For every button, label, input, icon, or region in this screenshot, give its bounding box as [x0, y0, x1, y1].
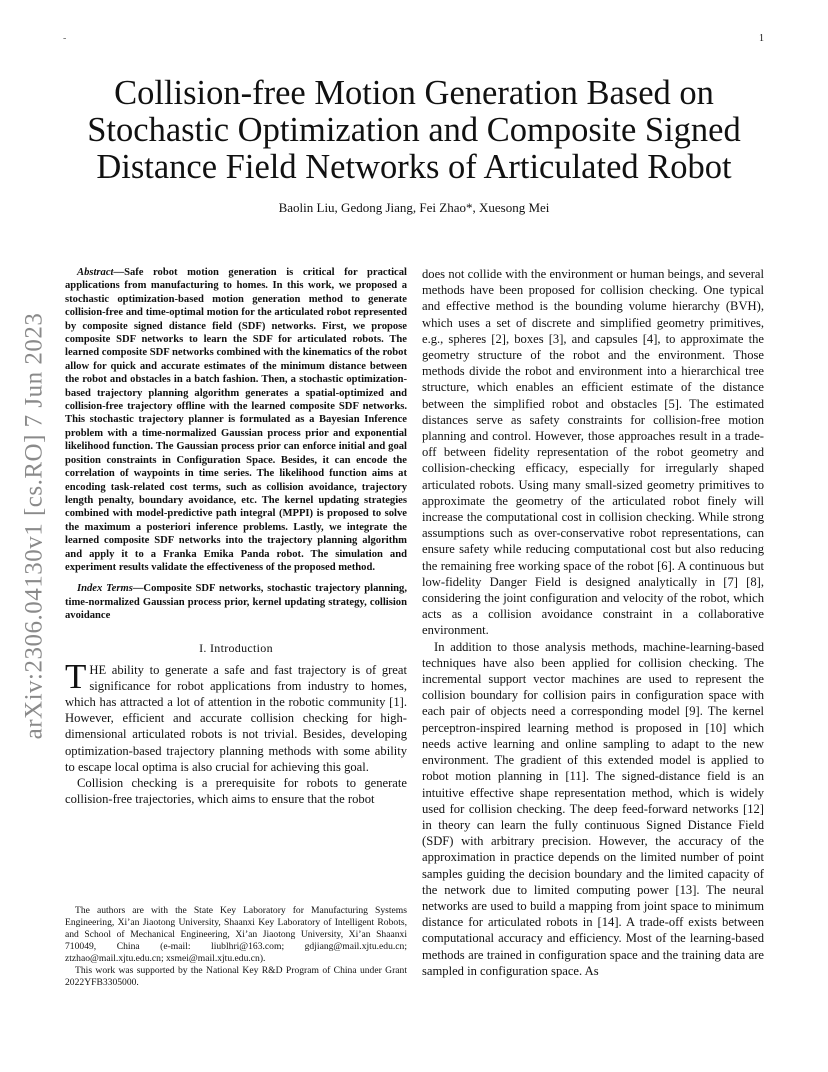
right-column [422, 266, 764, 979]
section-heading-introduction: I. Introduction [199, 640, 273, 655]
footnote-funding: This work was supported by the National Key R&D Program of China under Grant 2022YFB3305000. [65, 965, 407, 988]
index-terms-label: Index Terms [77, 583, 133, 595]
footnote-affiliation: The authors are with the State Key Laboratory for Manufacturing Systems Engineering, Xi’an Jiaotong University, Shaanxi Key Laboratory of Intelligent Robots, and School of Mechanical Engineering, Xi’an Jiaotong University, Xi’an Shaanxi 710049, China (e-mail: liublhri@163.com; gdjiang@mail.xjtu.edu.cn; ztzhao@mail.xjtu.edu.cn; xsmei@mail.xjtu.edu.cn). [65, 905, 407, 964]
title-line: Distance Field Networks of Articulated Robot [96, 148, 732, 186]
arxiv-identifier: arXiv:2306.04130v1 [cs.RO] 7 Jun 2023 [20, 312, 47, 740]
title-line: Stochastic Optimization and Composite Signed [87, 111, 741, 149]
footnotes [65, 905, 407, 989]
paper-title [64, 75, 764, 186]
drop-cap: T [65, 656, 87, 696]
page-number: 1 [759, 33, 764, 44]
index-terms [65, 582, 407, 622]
intro-paragraph-1 [65, 656, 407, 775]
title-line: Collision-free Motion Generation Based on [114, 74, 714, 112]
right-paragraph-1: does not collide with the environment or human beings, and several methods have been proposed for collision checking. One typical and effective method is the bounding volume hierarchy (BVH), which uses a set of discrete and simplified geometry primitives, e.g., spheres [2], boxes [3], and capsules [4], to approximate the geometry structure of the robot and the environment. Those methods divide the robot and environment into a hierarchical tree structure, which enables an efficient estimate of the distance between the simplified robot and obstacles [5]. The estimated distances serve as safety constraints for collision-free motion planning and control. However, those approaches result in a trade-off between fidelity representation of the robot geometry and collision-checking efficacy, especially for irregularly shaped articulated robots. Using many small-sized geometry primitives to approximate the geometry of the articulated robot finely will increase the computational cost in collision checking. While strong assumptions such as over-conservative robot representations, can ensure safety while reducing computational cost but also reducing the remaining free working space of the robot [6]. A continuous but low-fidelity Danger Field is designed analytically in [7] [8], considering the joint configuration and velocity of the robot, which acts as a collision avoidance constraint in a collaborative environment. [422, 267, 764, 638]
author-list: Baolin Liu, Gedong Jiang, Fei Zhao*, Xuesong Mei [278, 200, 550, 215]
abstract-label: Abstract [77, 267, 114, 278]
arxiv-sidebar [14, 296, 54, 756]
abstract-text: —Safe robot motion generation is critical for practical applications from manufacturing to homes. In this work, we proposed a stochastic optimization-based motion generation method to generate collision-free and time-optimal motion for the articulated robot represented by composite signed distance field (SDF) networks. First, we propose composite SDF networks to learn the SDF for articulated robots. The learned composite SDF networks combined with the kinematics of the robot allow for quick and accurate estimates of the minimum distance between the robot and obstacles in a batch fashion. Then, a stochastic optimization-based trajectory planning algorithm generates a spatial-optimized and collision-free trajectory offline with the learned composite SDF networks. This stochastic trajectory planner is formulated as a Bayesian Inference problem with a time-normalized Gaussian process prior and exponential likelihood function. The Gaussian process prior can enforce initial and goal position constraints in Configuration Space. Besides, it can encode the correlation of waypoints in time series. The likelihood function aims at encoding task-related cost terms, such as collision avoidance, trajectory length penalty, boundary avoidance, etc. The kernel updating strategies combined with model-predictive path integral (MPPI) is proposed to solve the maximum a posteriori inference problems. Lastly, we integrate the learned composite SDF networks into the trajectory planning algorithm and apply it to a Franka Emika Panda robot. The simulation and experiment results validate the effectiveness of the proposed method. [65, 267, 407, 573]
intro-paragraph-1-text: HE ability to generate a safe and fast trajectory is of great significance for robot applications from industry to homes, which has attracted a lot of attention in the robotic community [1]. However, efficient and accurate collision checking for high-dimensional articulated robots is not trivial. Besides, developing optimization-based trajectory planning methods with some ability to escape local optima is also crucial for achieving this goal. [65, 662, 407, 774]
right-paragraph-2: In addition to those analysis methods, machine-learning-based techniques have also been applied for collision checking. The incremental support vector machines are used to represent the collision boundary for collision pairs in configuration space with each pair of objects need a corresponding model [9]. The kernel perceptron-inspired learning method is proposed in [10] which needs active learning and online sampling to adapt to the new environment. The gradient of this extended model is applied to robot motion planning in [11]. The signed-distance field is an intuitive effective shape representation method, which is widely used for collision checking. The deep feed-forward networks [12] in theory can learn the fully continuous Signed Distance Field (SDF) with arbitrary precision. However, the accuracy of the approximation in practice depends on the limited number of point samples guiding the decision boundary and the limited capacity of the network due to limited computing power [13]. The neural networks are used to build a mapping from joint space to minimum distance for articulated robots in [14]. A trade-off exists between computational accuracy and efficiency. Most of the learning-based methods are trained in configuration space and the training data are sampled in configuration space. As [422, 639, 764, 978]
abstract [65, 266, 407, 574]
index-terms-text: —Composite SDF networks, stochastic trajectory planning, time-normalized Gaussian process prior, kernel updating strategy, collision avoidance [65, 583, 407, 622]
intro-paragraph-2: Collision checking is a prerequisite for robots to generate collision-free trajectories, which aims to ensure that the robot [65, 775, 407, 807]
left-column [65, 266, 407, 807]
corner-mark: - [63, 33, 67, 44]
